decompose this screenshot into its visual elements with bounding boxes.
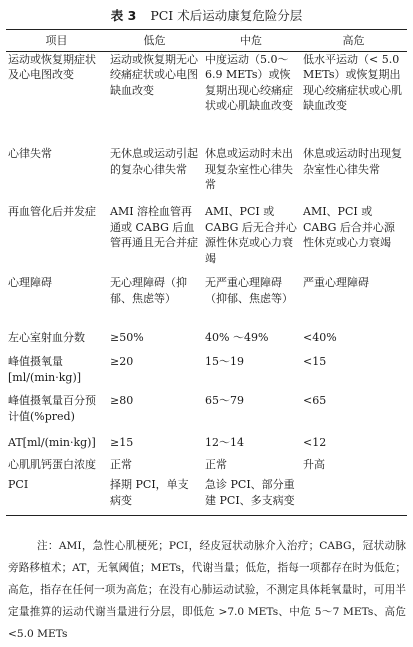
cell-item: AT[ml/(min·kg)] xyxy=(8,436,96,449)
table-footnote: 注：AMI，急性心肌梗死；PCI，经皮冠状动脉介入治疗；CABG，冠状动脉旁路移植术；AT，无氧阈值；METs，代谢当量；低危，指每一项都存在时为低危；高危，指存在任何一项为高危；在没有心肺运动试验，不测定具体耗氧量时，可用半定量推算的运动代谢当量进行分层，即低危 >7.0 METs、中危 5～7 METs、高危 <5.0 METs xyxy=(8,540,406,640)
cell-high: <65 xyxy=(303,394,327,407)
cell-mid: 正常 xyxy=(205,458,227,471)
cell-low: ≥20 xyxy=(110,355,134,368)
cell-high: <15 xyxy=(303,355,327,368)
cell-high: 休息或运动时出现复杂室性心律失常 xyxy=(303,147,402,176)
table-header-row xyxy=(6,30,407,52)
table-row xyxy=(6,51,407,146)
table-row xyxy=(6,330,407,354)
cell-high: 严重心理障碍 xyxy=(303,276,369,289)
cell-item: PCI xyxy=(6,477,107,515)
cell-item: 峰值摄氧量[ml/(min·kg)] xyxy=(8,355,82,384)
cell-low: ≥15 xyxy=(110,436,134,449)
table-row xyxy=(6,393,407,435)
header-low-risk: 低危 xyxy=(107,30,202,52)
cell-high xyxy=(300,477,407,515)
cell-item: 峰值摄氧量百分预计值(%pred) xyxy=(8,394,96,423)
cell-item: 左心室射血分数 xyxy=(8,331,85,344)
cell-low: ≥50% xyxy=(110,331,144,344)
cell-low: 无心理障碍（抑郁、焦虑等） xyxy=(110,276,187,305)
cell-item: 运动或恢复期症状及心电图改变 xyxy=(8,52,96,81)
cell-item: 心理障碍 xyxy=(8,276,52,289)
cell-low: 正常 xyxy=(110,458,132,471)
cell-low: ≥80 xyxy=(110,394,134,407)
cell-item: 心律失常 xyxy=(8,147,52,160)
cell-high: 升高 xyxy=(303,458,325,471)
cell-high: 低水平运动（< 5.0 METs）或恢复期出现心绞痛症状或心肌缺血改变 xyxy=(303,52,402,112)
table-row xyxy=(6,477,407,515)
table-row xyxy=(6,146,407,204)
cell-mid: 40% ～49% xyxy=(205,331,269,344)
header-high-risk: 高危 xyxy=(300,30,407,52)
table-row xyxy=(6,275,407,330)
header-item: 项目 xyxy=(6,30,107,52)
cell-item: 再血管化后并发症 xyxy=(8,205,96,218)
cell-item: 心肌肌钙蛋白浓度 xyxy=(8,458,96,471)
table-row xyxy=(6,354,407,393)
cell-mid: 12～14 xyxy=(205,436,244,449)
table-row xyxy=(6,204,407,275)
cell-mid: 中度运动（5.0～6.9 METs）或恢复期出现心绞痛症状或心肌缺血改变 xyxy=(205,52,293,112)
table-title xyxy=(0,6,413,24)
cell-mid: 无严重心理障碍（抑郁、焦虑等） xyxy=(205,276,293,305)
cell-low: 无休息或运动引起的复杂心律失常 xyxy=(110,147,198,176)
cell-low: 择期 PCI，单支病变 xyxy=(107,477,202,515)
cell-mid: 65～79 xyxy=(205,394,244,407)
cell-mid: AMI、PCI 或 CABG 后无合并心源性休克或心力衰竭 xyxy=(205,205,297,265)
cell-high: AMI、PCI 或 CABG 后合并心源性休克或心力衰竭 xyxy=(303,205,395,249)
cell-high: <12 xyxy=(303,436,327,449)
table-row xyxy=(6,435,407,457)
table-row xyxy=(6,457,407,477)
cell-high: <40% xyxy=(303,331,337,344)
cell-low: AMI 溶栓血管再通或 CABG 后血管再通且无合并症 xyxy=(110,205,198,249)
header-mid-risk: 中危 xyxy=(202,30,300,52)
cell-mid: 15～19 xyxy=(205,355,244,368)
cell-mid: 急诊 PCI、部分重建 PCI、多支病变 xyxy=(202,477,300,515)
table-caption: PCI 术后运动康复危险分层 xyxy=(150,8,303,23)
risk-stratification-table xyxy=(6,29,407,516)
cell-low: 运动或恢复期无心绞痛症状或心电图缺血改变 xyxy=(110,52,198,97)
table-number: 表 3 xyxy=(110,8,137,23)
cell-mid: 休息或运动时未出现复杂室性心律失常 xyxy=(205,147,293,191)
